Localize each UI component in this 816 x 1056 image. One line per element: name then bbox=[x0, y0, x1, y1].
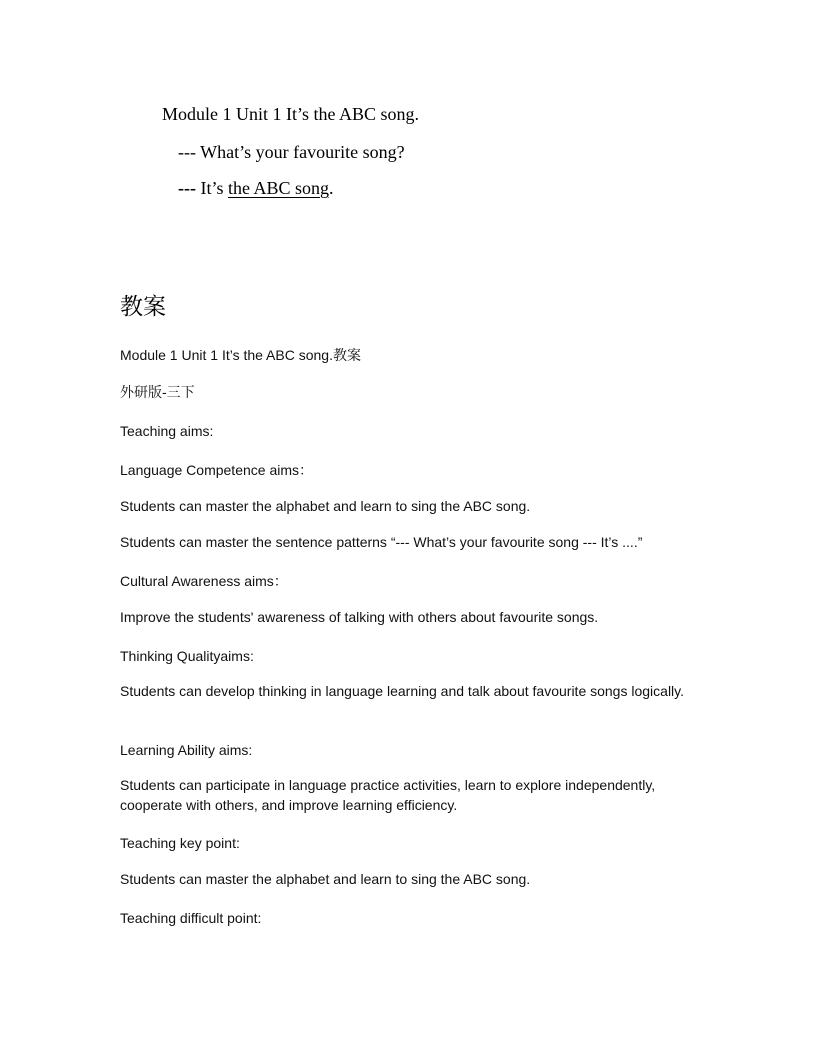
learning-ability-heading: Learning Ability aims: bbox=[120, 742, 253, 758]
cultural-awareness-heading: Cultural Awareness aims： bbox=[120, 573, 288, 589]
header-question: --- What’s your favourite song? bbox=[178, 142, 405, 162]
answer-suffix: . bbox=[329, 178, 334, 198]
header-title: Module 1 Unit 1 It’s the ABC song. bbox=[162, 104, 420, 124]
teaching-aims-heading: Teaching aims: bbox=[120, 423, 214, 439]
teaching-difficult-point-heading: Teaching difficult point: bbox=[120, 910, 262, 926]
paragraph: Students can master the alphabet and learn to sing the ABC song. bbox=[120, 498, 531, 514]
paragraph: Improve the students' awareness of talking with others about favourite songs. bbox=[120, 609, 599, 625]
doc-title-line: Module 1 Unit 1 It’s the ABC song.教案 bbox=[120, 347, 361, 363]
teaching-key-point-heading: Teaching key point: bbox=[120, 835, 240, 851]
paragraph: Students can develop thinking in language learning and talk about favourite songs logically. bbox=[120, 683, 685, 699]
paragraph: Students can master the sentence patterns “--- What’s your favourite song --- It’s ....” bbox=[120, 534, 643, 550]
paragraph: Students can participate in language practice activities, learn to explore independently, cooperate with others, and improve learning efficiency. bbox=[120, 777, 656, 813]
section-heading: 教案 bbox=[120, 294, 166, 320]
answer-underlined: the ABC song bbox=[228, 178, 330, 198]
thinking-quality-heading: Thinking Qualityaims: bbox=[120, 648, 254, 664]
header-answer bbox=[178, 178, 334, 199]
answer-dash: --- bbox=[178, 178, 196, 198]
edition-line: 外研版-三下 bbox=[120, 384, 195, 400]
paragraph: Students can master the alphabet and learn to sing the ABC song. bbox=[120, 871, 531, 887]
answer-prefix: It’s bbox=[195, 178, 228, 198]
language-competence-heading: Language Competence aims： bbox=[120, 462, 314, 478]
